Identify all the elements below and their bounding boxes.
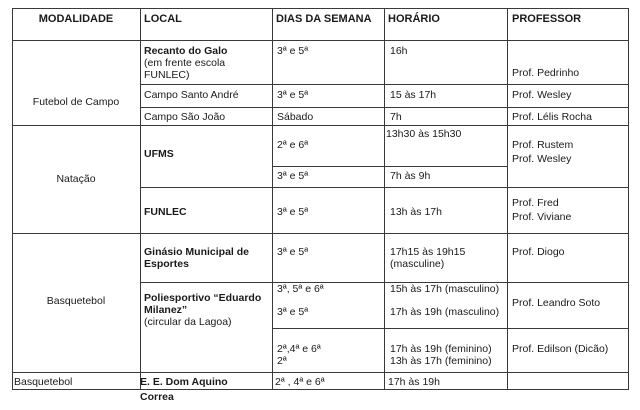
local-poli-line1: Poliesportivo “Eduardo bbox=[144, 292, 262, 304]
rule-last-bottom bbox=[12, 389, 629, 390]
rule-col3 bbox=[272, 8, 273, 390]
rule-header-bottom bbox=[12, 40, 629, 41]
header-horario: HORÁRIO bbox=[388, 13, 440, 25]
dias-funlec: 3ª e 5ª bbox=[277, 206, 309, 218]
rule-futebol-bottom bbox=[12, 125, 629, 126]
dias-recanto: 3ª e 5ª bbox=[277, 45, 309, 57]
horario-poli-3: 17h às 19h (feminino) bbox=[390, 343, 492, 355]
dias-ginasio: 3ª e 5ª bbox=[277, 246, 309, 258]
professor-funlec-2: Prof. Viviane bbox=[512, 211, 572, 223]
dias-santo-andre: 3ª e 5ª bbox=[277, 89, 309, 101]
dias-sao-joao: Sábado bbox=[277, 111, 314, 123]
horario-ufms-2: 7h às 9h bbox=[390, 170, 431, 182]
local-ginasio-line1: Ginásio Municipal de bbox=[144, 246, 250, 258]
professor-sao-joao: Prof. Lélis Rocha bbox=[512, 111, 592, 123]
professor-poli: Prof. Leandro Soto bbox=[512, 297, 601, 309]
horario-last: 17h às 19h bbox=[388, 376, 440, 388]
dias-ufms-2: 3ª e 5ª bbox=[277, 170, 309, 182]
horario-recanto: 16h bbox=[390, 45, 408, 57]
dias-last: 2ª , 4ª e 6ª bbox=[275, 376, 325, 388]
rule-right bbox=[628, 8, 629, 390]
local-ufms: UFMS bbox=[144, 148, 174, 160]
local-recanto-line2: (em frente escola bbox=[144, 57, 226, 69]
horario-ginasio-line1: 17h15 às 19h15 bbox=[390, 246, 466, 258]
professor-ufms-2: Prof. Wesley bbox=[512, 153, 572, 165]
horario-poli-2: 17h às 19h (masculino) bbox=[390, 306, 500, 318]
horario-poli-1: 15h às 17h (masculino) bbox=[390, 283, 500, 295]
local-last-line1: E. E. Dom Aquino bbox=[140, 376, 228, 388]
header-professor: PROFESSOR bbox=[512, 13, 582, 25]
modalidade-last: Basquetebol bbox=[14, 376, 73, 388]
local-ginasio-line2: Esportes bbox=[144, 258, 189, 270]
dias-poli-1: 3ª, 5ª e 6ª bbox=[277, 283, 324, 295]
dias-poli-4: 2ª bbox=[277, 355, 287, 367]
horario-ufms-1: 13h30 às 15h30 bbox=[386, 128, 462, 140]
local-poli-line2: Milanez” bbox=[144, 304, 188, 316]
horario-sao-joao: 7h bbox=[390, 111, 402, 123]
modalidade-futebol: Futebol de Campo bbox=[32, 96, 120, 108]
rule-left bbox=[12, 8, 13, 390]
rule-ufms-mid bbox=[272, 166, 507, 167]
professor-ufms-1: Prof. Rustem bbox=[512, 139, 574, 151]
rule-natacao-bottom bbox=[12, 233, 629, 234]
header-modalidade: MODALIDADE bbox=[38, 13, 114, 25]
rule-poli-mid bbox=[272, 328, 629, 329]
horario-funlec: 13h às 17h bbox=[390, 206, 442, 218]
dias-ufms-1: 2ª e 6ª bbox=[277, 139, 309, 151]
local-funlec: FUNLEC bbox=[144, 206, 187, 218]
professor-ginasio: Prof. Diogo bbox=[512, 246, 565, 258]
header-local: LOCAL bbox=[144, 13, 182, 25]
rule-top bbox=[12, 8, 629, 9]
modalidade-natacao: Natação bbox=[56, 173, 96, 185]
rule-basquete-bottom bbox=[12, 372, 629, 373]
local-poli-line3: (circular da Lagoa) bbox=[144, 316, 232, 328]
horario-santo-andre: 15 às 17h bbox=[390, 89, 437, 101]
local-last-line2: Correa bbox=[140, 391, 174, 403]
professor-funlec-1: Prof. Fred bbox=[512, 197, 559, 209]
local-sao-joao: Campo São João bbox=[144, 111, 226, 123]
local-santo-andre: Campo Santo André bbox=[144, 89, 239, 101]
header-dias: DIAS DA SEMANA bbox=[276, 13, 372, 25]
professor-santo-andre: Prof. Wesley bbox=[512, 89, 572, 101]
professor-poli-2: Prof. Edilson (Dicão) bbox=[512, 343, 609, 355]
horario-poli-4: 13h às 17h (feminino) bbox=[390, 355, 492, 367]
professor-recanto: Prof. Pedrinho bbox=[512, 67, 580, 79]
horario-ginasio-line2: (masculine) bbox=[390, 258, 445, 270]
local-recanto: Recanto do Galo bbox=[144, 45, 228, 57]
dias-poli-3: 2ª,4ª e 6ª bbox=[277, 343, 321, 355]
rule-col5 bbox=[507, 8, 508, 390]
rule-col4 bbox=[384, 8, 385, 390]
rule-col2 bbox=[140, 8, 141, 390]
modalidade-basquete: Basquetebol bbox=[46, 295, 106, 307]
dias-poli-2: 3ª e 5ª bbox=[277, 306, 309, 318]
local-recanto-line3: FUNLEC) bbox=[144, 69, 190, 81]
